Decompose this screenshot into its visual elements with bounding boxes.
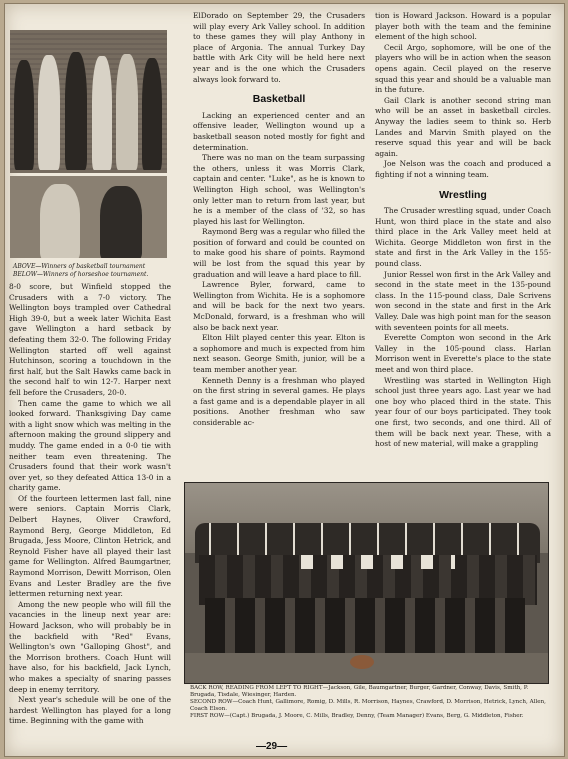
page-number: —29— xyxy=(256,741,288,752)
paragraph: The Crusader wrestling squad, under Coach Hunt, won third place in the state and also third place in the Ark Valley meet held at Wichita. George Middleton won first in the state and first in the Ark Valley in the 155-pound class. xyxy=(375,206,551,269)
paragraph: Gail Clark is another second string man who will be an asset in basketball circles. Anyway the ladies seem to think so. Herb Landes and Marvin Smith played on the reserve squad this year and will be back again. xyxy=(375,95,551,158)
paragraph: Among the new people who will fill the vacancies in the lineup next year are: Howard Jackson, who will probably be in the backfield with "Red" Evans, Wellington's own "Galloping Ghost", and the Morrison brothers. Coach Hunt will have also, for his backfield, Jack Lynch, who makes a specialty of snaring passes deep in enemy territory. xyxy=(9,599,171,694)
paragraph: Of the fourteen lettermen last fall, nine were seniors. Captain Morris Clark, Delbert Haynes, Oliver Crawford, Raymond Berg, George Middleton, Ed Brugada, Jess Moore, Clinton Hetrick, and Reynold Fisher have all played their last game for Wellington. Alfred Baumgartner, Raymond Morrison, Dewitt Morrison, Olen Evans and Lester Bradley are the five lettermen returning next year. xyxy=(9,493,171,599)
paragraph: Joe Nelson was the coach and produced a fighting if not a winning team. xyxy=(375,159,551,179)
paragraph: Junior Ressel won first in the Ark Valley and second in the state meet in the 135-pound class. In the 115-pound class, Dale Scrivens won second in the state and first in the Ark Valley. Dale was high point man for the season with seventeen points for all meets. xyxy=(375,269,551,332)
paragraph: Cecil Argo, sophomore, will be one of the players who will be in action when the season opens again. Cecil played on the reserve squad this year and should be a valuable man in the future. xyxy=(375,42,551,95)
paragraph: Then came the game to which we all looked forward. Thanksgiving Day came with a light snow which was melting in the afternoon making the ground slippery and muddy. The game ended in a 0-0 tie with neither team even threatening. The Crusaders found that their work wasn't over yet, so they defeated Attica 13-0 in a charity game. xyxy=(9,398,171,493)
paragraph: Next year's schedule will be one of the hardest Wellington has played for a long time. Beginning with the game with xyxy=(9,695,171,726)
paragraph: Raymond Berg was a regular who filled the position of forward and could be counted on to make good his share of points. Raymond will be lost from the squad this year by graduation and will leave a hard place to fill. xyxy=(193,227,365,279)
caption-first-row: FIRST ROW—(Capt.) Brugada, J. Moore, C. Mills, Bradley, Denny, (Team Manager) Evans, Berg, G. Middleton, Fisher. xyxy=(190,713,524,719)
column-2 xyxy=(193,11,365,429)
horseshoe-winners-photo xyxy=(10,176,167,258)
basketball-winners-photo xyxy=(10,30,167,173)
paragraph: Elton Hilt played center this year. Elton is a sophomore and much is expected from him next season. George Smith, junior, will be a team member another year. xyxy=(193,333,365,374)
caption-back-row: BACK ROW, READING FROM LEFT TO RIGHT—Jackson, Gile, Baumgartner, Burger, Gardner, Conway, Davis, Smith, P. Brugada, Tisdale, Wiesinger, Harden. xyxy=(190,685,529,698)
paragraph: Kenneth Denny is a freshman who played on the first string in several games. He plays a fast game and is a dependable player in all positions. Another freshman who saw considerable ac- xyxy=(193,375,365,427)
caption-below: BELOW—Winners of horseshoe tournament. xyxy=(13,270,149,278)
paragraph: Lacking an experienced center and an offensive leader, Wellington wound up a basketball season noted mostly for fight and determination. xyxy=(193,110,365,152)
photo-caption xyxy=(13,263,168,278)
section-heading-wrestling: Wrestling xyxy=(439,188,487,201)
caption-above: ABOVE—Winners of basketball tournament xyxy=(13,263,146,270)
section-heading-basketball: Basketball xyxy=(252,93,306,106)
column-3 xyxy=(375,11,551,450)
column-1 xyxy=(9,282,171,727)
paragraph: tion is Howard Jackson. Howard is a popular player both with the team and the feminine element of the high school. xyxy=(375,11,551,42)
paragraph: There was no man on the team surpassing the others, unless it was Morris Clark, captain and center. "Luke", as he is known to Wellington High school, was Wellington's only letter man to return from last year, but he is a member of the class of '32, so has played his last for Wellington. xyxy=(193,153,365,226)
paragraph: Everette Compton won second in the Ark Valley in the 105-pound class. Harlan Morrison went in Everette's place to the state meet and won third place. xyxy=(375,333,551,374)
football-team-photo xyxy=(184,482,549,684)
paragraph: Wrestling was started in Wellington High school just three years ago. Last year we had one boy who placed third in the state. This year four of our boys participated. They took one first, two seconds, and one third. All of them will be back next year. These, with a host of new material, will make a grappling xyxy=(375,375,551,449)
paragraph: Lawrence Byler, forward, came to Wellington from Wichita. He is a sophomore and will be back for the next two years. McDonald, forward, is a freshman who will also be back next year. xyxy=(193,280,365,332)
paragraph: 8-0 score, but Winfield stopped the Crusaders with a 7-0 victory. The Wellington boys trampled over Cathedral High 39-0, but a week later Wichita East gave Wellington a hard setback by defeating them 32-0. The following Friday Wellington started off well against Hutchinson, scoring a touchdown in the first half, but the Salt Hawks came back in the second half to win 12-7. Harper next fell before the Crusaders, 20-0. xyxy=(9,282,171,397)
paragraph: ElDorado on September 29, the Crusaders will play every Ark Valley school. In addition to these games they will play Anthony in place of Argonia. The annual Turkey Day battle with Ark City will be held here next year and is the one which the Crusaders always look forward to. xyxy=(193,11,365,84)
caption-second-row: SECOND ROW—Coach Hunt, Gallimore, Romig, D. Mills, R. Morrison, Haynes, Crawford, D. Morrison, Hetrick, Lynch, Allen, Coach Elson. xyxy=(190,699,546,712)
team-caption xyxy=(190,685,546,720)
